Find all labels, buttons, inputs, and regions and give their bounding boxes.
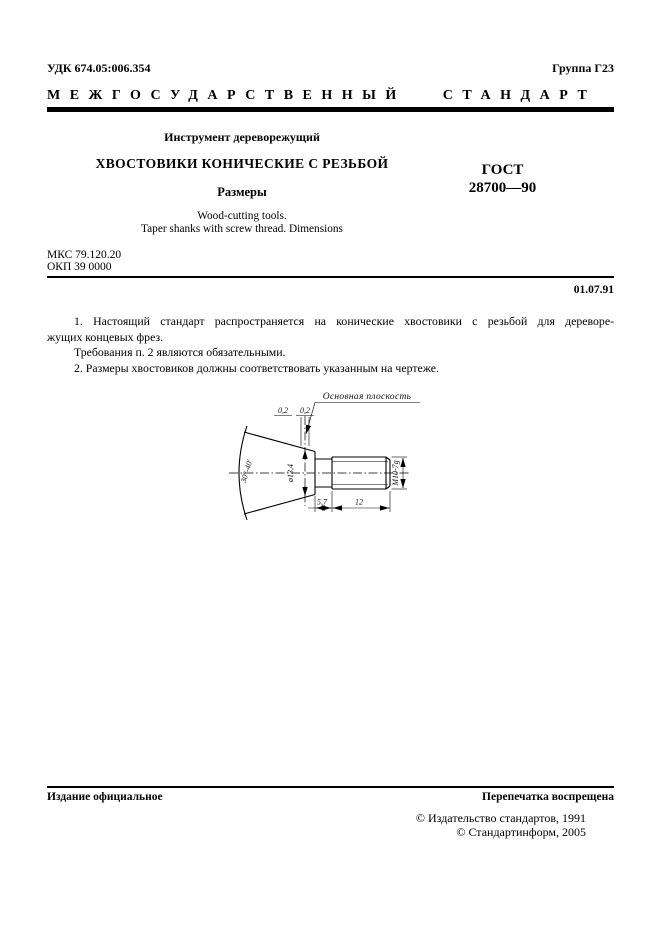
main-title: ХВОСТОВИКИ КОНИЧЕСКИЕ С РЕЗЬБОЙ	[95, 156, 389, 171]
technical-drawing	[195, 388, 465, 528]
thin-rule-bottom	[47, 786, 614, 788]
thread-length-dim: 12	[355, 497, 363, 507]
mks-code: МКС 79.120.20	[47, 249, 122, 261]
diameter-label: ø13,4	[286, 464, 295, 482]
thin-rule-top	[47, 276, 614, 278]
thread-label: М10-7g	[391, 460, 400, 486]
group-code: Группа Г23	[552, 61, 614, 75]
paragraph-1-line-1: 1. Настоящий стандарт распространяется на конические хвостовики с резьбой для дереворе-	[74, 314, 614, 328]
copyright-2005: © Стандартинформ, 2005	[456, 825, 586, 839]
length-dims	[308, 491, 390, 512]
paragraph-2: Требования п. 2 являются обязательными.	[74, 345, 286, 359]
subject-title: Инструмент дереворежущий	[164, 130, 320, 144]
english-title-1: Wood-cutting tools.	[197, 210, 287, 222]
effective-date: 01.07.91	[573, 284, 614, 296]
gost-number: 28700—90	[468, 180, 537, 196]
basic-plane-callout	[306, 392, 420, 434]
standard-banner: МЕЖГОСУДАРСТВЕННЫЙ СТАНДАРТ	[47, 88, 597, 103]
subtitle: Размеры	[217, 185, 267, 199]
paragraph-1-line-2: жущих концевых фрез.	[47, 329, 164, 344]
english-title-2: Taper shanks with screw thread. Dimensions	[141, 223, 343, 235]
okp-code: ОКП 39 0000	[47, 261, 112, 273]
thick-rule	[47, 107, 614, 112]
official-edition-label: Издание официальное	[47, 791, 163, 803]
gost-word: ГОСТ	[481, 162, 524, 178]
tolerance-left: 0,2	[278, 406, 288, 415]
body-text	[47, 314, 614, 376]
udk-code: УДК 674.05:006.354	[47, 61, 151, 75]
plane-label: Основная плоскость	[322, 392, 412, 402]
paragraph-3: 2. Размеры хвостовиков должны соответствовать указанным на чертеже.	[74, 360, 439, 375]
angle-label: 30°-40'	[238, 458, 255, 484]
tolerance-right: 0,2	[300, 406, 310, 415]
gost-designation	[445, 161, 560, 197]
reprint-notice: Перепечатка воспрещена	[482, 791, 614, 803]
copyright-1991: © Издательство стандартов, 1991	[415, 811, 586, 825]
neck-length-dim: 5,7	[317, 497, 327, 507]
